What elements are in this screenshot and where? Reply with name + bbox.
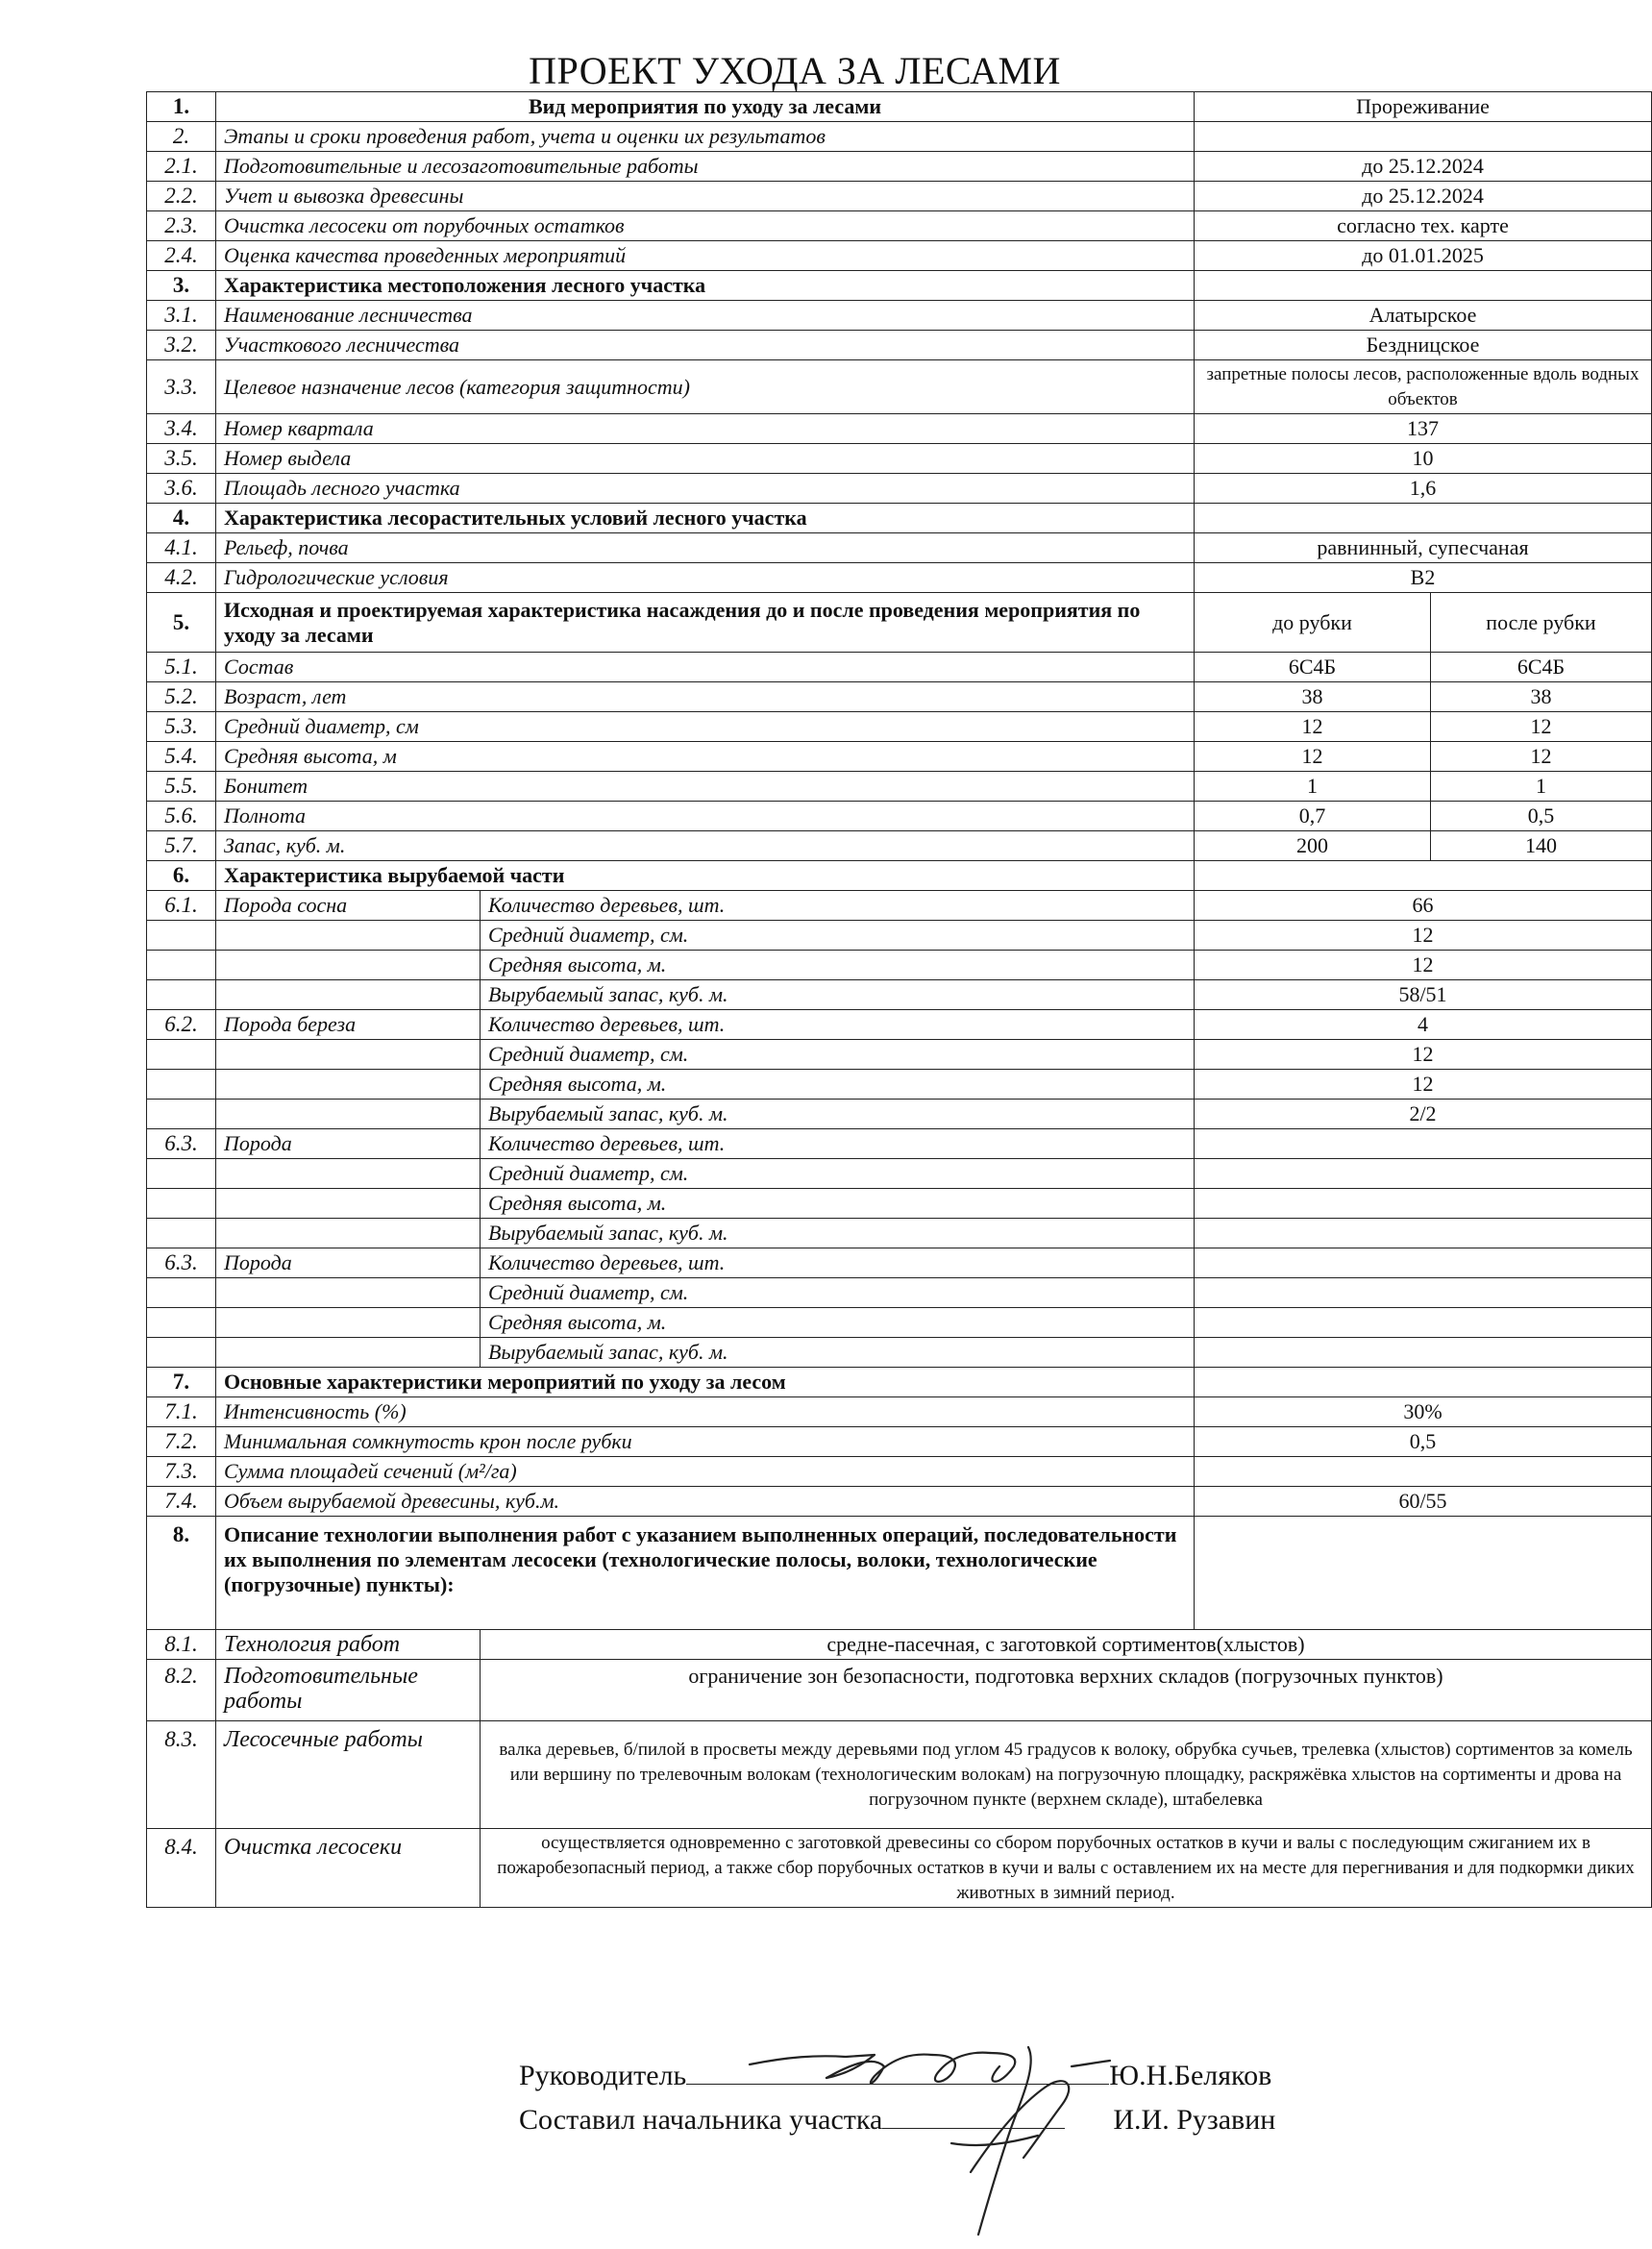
param-label: Средний диаметр, см. bbox=[481, 1159, 1195, 1189]
row-number bbox=[147, 1308, 216, 1338]
row-number: 6.3. bbox=[147, 1129, 216, 1159]
row-7 bbox=[147, 1368, 1652, 1397]
param-label: Средняя высота, м. bbox=[481, 1070, 1195, 1100]
row-7-4 bbox=[147, 1487, 1652, 1517]
species-row bbox=[147, 951, 1652, 980]
species-name bbox=[216, 1070, 481, 1100]
species-row bbox=[147, 1100, 1652, 1129]
after-value: 38 bbox=[1431, 682, 1652, 712]
row-value: до 25.12.2024 bbox=[1195, 152, 1652, 182]
row-label: Характеристика местоположения лесного участка bbox=[216, 271, 1195, 301]
param-label: Вырубаемый запас, куб. м. bbox=[481, 1219, 1195, 1248]
species-row bbox=[147, 1129, 1652, 1159]
row-2 bbox=[147, 122, 1652, 152]
row-5-5 bbox=[147, 772, 1652, 802]
row-number: 5.1. bbox=[147, 653, 216, 682]
row-number: 7.2. bbox=[147, 1427, 216, 1457]
row-label: Запас, куб. м. bbox=[216, 831, 1195, 861]
row-number: 3.5. bbox=[147, 444, 216, 474]
row-value: осуществляется одновременно с заготовкой древесины со сбором порубочных остатков в кучи и валы с последующим сжиганием их в пожаробезопасный период, а также сбор порубочных остатков в кучи и валы с оставлением их на месте для перегнивания и для подкормки диких животных в зимний период. bbox=[481, 1829, 1652, 1908]
row-6 bbox=[147, 861, 1652, 891]
forest-care-form-table bbox=[146, 91, 1652, 1908]
row-2-1 bbox=[147, 152, 1652, 182]
species-name bbox=[216, 1219, 481, 1248]
row-value: ограничение зон безопасности, подготовка верхних складов (погрузочных пунктов) bbox=[481, 1660, 1652, 1721]
species-name bbox=[216, 951, 481, 980]
param-label: Количество деревьев, шт. bbox=[481, 1010, 1195, 1040]
param-value bbox=[1195, 1338, 1652, 1368]
row-number: 8.1. bbox=[147, 1630, 216, 1660]
before-cut-header: до рубки bbox=[1195, 593, 1431, 653]
row-5-6 bbox=[147, 802, 1652, 831]
row-number bbox=[147, 1219, 216, 1248]
species-name bbox=[216, 921, 481, 951]
row-2-2 bbox=[147, 182, 1652, 211]
head-name: Ю.Н.Беляков bbox=[1109, 2060, 1272, 2091]
row-number bbox=[147, 921, 216, 951]
row-value bbox=[1195, 861, 1652, 891]
row-value: до 01.01.2025 bbox=[1195, 241, 1652, 271]
species-name bbox=[216, 1278, 481, 1308]
row-number: 2.1. bbox=[147, 152, 216, 182]
after-value: 12 bbox=[1431, 742, 1652, 772]
row-value: запретные полосы лесов, расположенные вдоль водных объектов bbox=[1195, 360, 1652, 414]
row-number bbox=[147, 1189, 216, 1219]
handwritten-signature-icon bbox=[730, 2028, 1345, 2249]
row-label: Минимальная сомкнутость крон после рубки bbox=[216, 1427, 1195, 1457]
param-value: 66 bbox=[1195, 891, 1652, 921]
row-number: 6. bbox=[147, 861, 216, 891]
param-value bbox=[1195, 1129, 1652, 1159]
row-number: 4. bbox=[147, 504, 216, 533]
row-value bbox=[1195, 1457, 1652, 1487]
row-number: 5.6. bbox=[147, 802, 216, 831]
after-value: 1 bbox=[1431, 772, 1652, 802]
row-value: В2 bbox=[1195, 563, 1652, 593]
before-value: 0,7 bbox=[1195, 802, 1431, 831]
after-cut-header: после рубки bbox=[1431, 593, 1652, 653]
row-number: 8.2. bbox=[147, 1660, 216, 1721]
species-name: Порода bbox=[216, 1129, 481, 1159]
row-number: 3.3. bbox=[147, 360, 216, 414]
row-number bbox=[147, 1278, 216, 1308]
param-label: Количество деревьев, шт. bbox=[481, 1248, 1195, 1278]
before-value: 38 bbox=[1195, 682, 1431, 712]
row-number: 2. bbox=[147, 122, 216, 152]
row-number: 7.4. bbox=[147, 1487, 216, 1517]
row-label: Номер квартала bbox=[216, 414, 1195, 444]
row-label: Очистка лесосеки bbox=[216, 1829, 481, 1908]
row-label: Наименование лесничества bbox=[216, 301, 1195, 331]
row-label: Объем вырубаемой древесины, куб.м. bbox=[216, 1487, 1195, 1517]
before-value: 1 bbox=[1195, 772, 1431, 802]
species-name bbox=[216, 1338, 481, 1368]
row-label: Вид мероприятия по уходу за лесами bbox=[216, 92, 1195, 122]
row-number bbox=[147, 1070, 216, 1100]
row-label: Характеристика лесорастительных условий лесного участка bbox=[216, 504, 1195, 533]
row-value: 1,6 bbox=[1195, 474, 1652, 504]
row-label: Интенсивность (%) bbox=[216, 1397, 1195, 1427]
row-8-4 bbox=[147, 1829, 1652, 1908]
row-number: 8.3. bbox=[147, 1721, 216, 1829]
param-value: 58/51 bbox=[1195, 980, 1652, 1010]
row-3-6 bbox=[147, 474, 1652, 504]
row-number: 7.1. bbox=[147, 1397, 216, 1427]
row-number: 4.2. bbox=[147, 563, 216, 593]
row-7-2 bbox=[147, 1427, 1652, 1457]
row-value bbox=[1195, 1517, 1652, 1630]
after-value: 140 bbox=[1431, 831, 1652, 861]
before-value: 6С4Б bbox=[1195, 653, 1431, 682]
row-number: 5. bbox=[147, 593, 216, 653]
row-value: Алатырское bbox=[1195, 301, 1652, 331]
row-label: Основные характеристики мероприятий по уходу за лесом bbox=[216, 1368, 1195, 1397]
species-name bbox=[216, 1189, 481, 1219]
row-label: Возраст, лет bbox=[216, 682, 1195, 712]
after-value: 0,5 bbox=[1431, 802, 1652, 831]
row-label: Описание технологии выполнения работ с указанием выполненных операций, последовательности их выполнения по элементам лесосеки (технологические полосы, волоки, технологические (погрузочные) пункты): bbox=[216, 1517, 1195, 1630]
row-label: Площадь лесного участка bbox=[216, 474, 1195, 504]
row-5-4 bbox=[147, 742, 1652, 772]
row-label: Гидрологические условия bbox=[216, 563, 1195, 593]
row-3-1 bbox=[147, 301, 1652, 331]
row-label: Участкового лесничества bbox=[216, 331, 1195, 360]
param-label: Вырубаемый запас, куб. м. bbox=[481, 1100, 1195, 1129]
param-value bbox=[1195, 1308, 1652, 1338]
species-row bbox=[147, 1189, 1652, 1219]
row-number: 8. bbox=[147, 1517, 216, 1630]
row-1 bbox=[147, 92, 1652, 122]
row-label: Целевое назначение лесов (категория защитности) bbox=[216, 360, 1195, 414]
row-number: 7. bbox=[147, 1368, 216, 1397]
row-value: 0,5 bbox=[1195, 1427, 1652, 1457]
species-name bbox=[216, 980, 481, 1010]
row-value: 60/55 bbox=[1195, 1487, 1652, 1517]
row-number bbox=[147, 1159, 216, 1189]
row-number: 6.2. bbox=[147, 1010, 216, 1040]
row-label: Учет и вывозка древесины bbox=[216, 182, 1195, 211]
row-8-3 bbox=[147, 1721, 1652, 1829]
row-value: равнинный, супесчаная bbox=[1195, 533, 1652, 563]
row-4-2 bbox=[147, 563, 1652, 593]
row-label: Исходная и проектируемая характеристика насаждения до и после проведения мероприятия по уходу за лесами bbox=[216, 593, 1195, 653]
row-3-5 bbox=[147, 444, 1652, 474]
row-value: 30% bbox=[1195, 1397, 1652, 1427]
row-value: Прореживание bbox=[1195, 92, 1652, 122]
row-number: 1. bbox=[147, 92, 216, 122]
species-name: Порода сосна bbox=[216, 891, 481, 921]
param-value: 12 bbox=[1195, 1040, 1652, 1070]
row-5-3 bbox=[147, 712, 1652, 742]
row-number bbox=[147, 1100, 216, 1129]
param-value: 2/2 bbox=[1195, 1100, 1652, 1129]
row-number: 6.3. bbox=[147, 1248, 216, 1278]
row-number: 2.2. bbox=[147, 182, 216, 211]
row-number: 3.6. bbox=[147, 474, 216, 504]
row-label: Очистка лесосеки от порубочных остатков bbox=[216, 211, 1195, 241]
row-label: Подготовительные и лесозаготовительные работы bbox=[216, 152, 1195, 182]
row-label: Характеристика вырубаемой части bbox=[216, 861, 1195, 891]
param-value: 4 bbox=[1195, 1010, 1652, 1040]
row-7-3 bbox=[147, 1457, 1652, 1487]
row-2-4 bbox=[147, 241, 1652, 271]
row-label: Этапы и сроки проведения работ, учета и оценки их результатов bbox=[216, 122, 1195, 152]
row-value bbox=[1195, 122, 1652, 152]
row-label: Лесосечные работы bbox=[216, 1721, 481, 1829]
row-label: Подготовительные работы bbox=[216, 1660, 481, 1721]
param-value bbox=[1195, 1189, 1652, 1219]
species-row bbox=[147, 1308, 1652, 1338]
row-number: 5.4. bbox=[147, 742, 216, 772]
param-label: Вырубаемый запас, куб. м. bbox=[481, 1338, 1195, 1368]
row-7-1 bbox=[147, 1397, 1652, 1427]
param-label: Вырубаемый запас, куб. м. bbox=[481, 980, 1195, 1010]
param-label: Средняя высота, м. bbox=[481, 1189, 1195, 1219]
row-number: 5.2. bbox=[147, 682, 216, 712]
row-8-2 bbox=[147, 1660, 1652, 1721]
row-value: Бездницское bbox=[1195, 331, 1652, 360]
row-number: 6.1. bbox=[147, 891, 216, 921]
after-value: 12 bbox=[1431, 712, 1652, 742]
row-number: 5.3. bbox=[147, 712, 216, 742]
param-label: Средний диаметр, см. bbox=[481, 1040, 1195, 1070]
species-name bbox=[216, 1040, 481, 1070]
row-label: Состав bbox=[216, 653, 1195, 682]
row-value bbox=[1195, 1368, 1652, 1397]
param-value bbox=[1195, 1219, 1652, 1248]
row-number: 3. bbox=[147, 271, 216, 301]
row-number: 4.1. bbox=[147, 533, 216, 563]
row-value bbox=[1195, 504, 1652, 533]
species-name bbox=[216, 1159, 481, 1189]
row-3-4 bbox=[147, 414, 1652, 444]
row-5-2 bbox=[147, 682, 1652, 712]
row-number: 3.2. bbox=[147, 331, 216, 360]
species-row bbox=[147, 1040, 1652, 1070]
row-number: 5.7. bbox=[147, 831, 216, 861]
row-5-1 bbox=[147, 653, 1652, 682]
species-row bbox=[147, 1248, 1652, 1278]
before-value: 12 bbox=[1195, 712, 1431, 742]
param-value: 12 bbox=[1195, 921, 1652, 951]
row-value bbox=[1195, 271, 1652, 301]
row-5-7 bbox=[147, 831, 1652, 861]
species-name bbox=[216, 1308, 481, 1338]
param-value: 12 bbox=[1195, 1070, 1652, 1100]
compiler-name: И.И. Рузавин bbox=[1113, 2104, 1276, 2136]
species-row bbox=[147, 980, 1652, 1010]
row-label: Технология работ bbox=[216, 1630, 481, 1660]
species-name: Порода bbox=[216, 1248, 481, 1278]
after-value: 6С4Б bbox=[1431, 653, 1652, 682]
row-value: 10 bbox=[1195, 444, 1652, 474]
species-row bbox=[147, 891, 1652, 921]
row-number: 3.4. bbox=[147, 414, 216, 444]
species-row bbox=[147, 1010, 1652, 1040]
species-row bbox=[147, 1070, 1652, 1100]
row-8-1 bbox=[147, 1630, 1652, 1660]
param-value bbox=[1195, 1159, 1652, 1189]
row-label: Оценка качества проведенных мероприятий bbox=[216, 241, 1195, 271]
row-number bbox=[147, 1040, 216, 1070]
row-label: Средний диаметр, см bbox=[216, 712, 1195, 742]
param-label: Количество деревьев, шт. bbox=[481, 891, 1195, 921]
param-label: Средняя высота, м. bbox=[481, 951, 1195, 980]
row-number: 3.1. bbox=[147, 301, 216, 331]
row-value: 137 bbox=[1195, 414, 1652, 444]
row-number: 8.4. bbox=[147, 1829, 216, 1908]
row-number: 2.3. bbox=[147, 211, 216, 241]
row-value: валка деревьев, б/пилой в просветы между деревьями под углом 45 градусов к волоку, обрубка сучьев, трелевка (хлыстов) сортиментов за комель или вершину по трелевочным волокам (технологическим волокам) на погрузочную площадку, раскряжёвка хлыстов на сортименты и дрова на погрузочном пункте (верхнем складе), штабелевка bbox=[481, 1721, 1652, 1829]
row-label: Номер выдела bbox=[216, 444, 1195, 474]
row-3-3 bbox=[147, 360, 1652, 414]
param-label: Средний диаметр, см. bbox=[481, 1278, 1195, 1308]
param-label: Количество деревьев, шт. bbox=[481, 1129, 1195, 1159]
row-value: согласно тех. карте bbox=[1195, 211, 1652, 241]
row-3-2 bbox=[147, 331, 1652, 360]
row-number bbox=[147, 951, 216, 980]
param-value bbox=[1195, 1278, 1652, 1308]
row-number bbox=[147, 980, 216, 1010]
row-label: Средняя высота, м bbox=[216, 742, 1195, 772]
row-number: 7.3. bbox=[147, 1457, 216, 1487]
row-label: Полнота bbox=[216, 802, 1195, 831]
param-label: Средняя высота, м. bbox=[481, 1308, 1195, 1338]
species-name bbox=[216, 1100, 481, 1129]
row-2-3 bbox=[147, 211, 1652, 241]
param-value: 12 bbox=[1195, 951, 1652, 980]
species-row bbox=[147, 921, 1652, 951]
before-value: 12 bbox=[1195, 742, 1431, 772]
row-label: Бонитет bbox=[216, 772, 1195, 802]
species-row bbox=[147, 1159, 1652, 1189]
head-label: Руководитель bbox=[519, 2060, 687, 2091]
row-number: 2.4. bbox=[147, 241, 216, 271]
compiler-label: Составил начальника участка bbox=[519, 2104, 883, 2136]
param-label: Средний диаметр, см. bbox=[481, 921, 1195, 951]
row-5 bbox=[147, 593, 1652, 653]
row-value: до 25.12.2024 bbox=[1195, 182, 1652, 211]
row-4 bbox=[147, 504, 1652, 533]
species-row bbox=[147, 1278, 1652, 1308]
document-title: ПРОЕКТ УХОДА ЗА ЛЕСАМИ bbox=[529, 49, 1061, 92]
row-3 bbox=[147, 271, 1652, 301]
row-8 bbox=[147, 1517, 1652, 1630]
species-row bbox=[147, 1338, 1652, 1368]
species-row bbox=[147, 1219, 1652, 1248]
before-value: 200 bbox=[1195, 831, 1431, 861]
row-number: 5.5. bbox=[147, 772, 216, 802]
species-name: Порода береза bbox=[216, 1010, 481, 1040]
row-label: Рельеф, почва bbox=[216, 533, 1195, 563]
row-number bbox=[147, 1338, 216, 1368]
row-4-1 bbox=[147, 533, 1652, 563]
row-value: средне-пасечная, с заготовкой сортиментов(хлыстов) bbox=[481, 1630, 1652, 1660]
param-value bbox=[1195, 1248, 1652, 1278]
row-label: Сумма площадей сечений (м²/га) bbox=[216, 1457, 1195, 1487]
